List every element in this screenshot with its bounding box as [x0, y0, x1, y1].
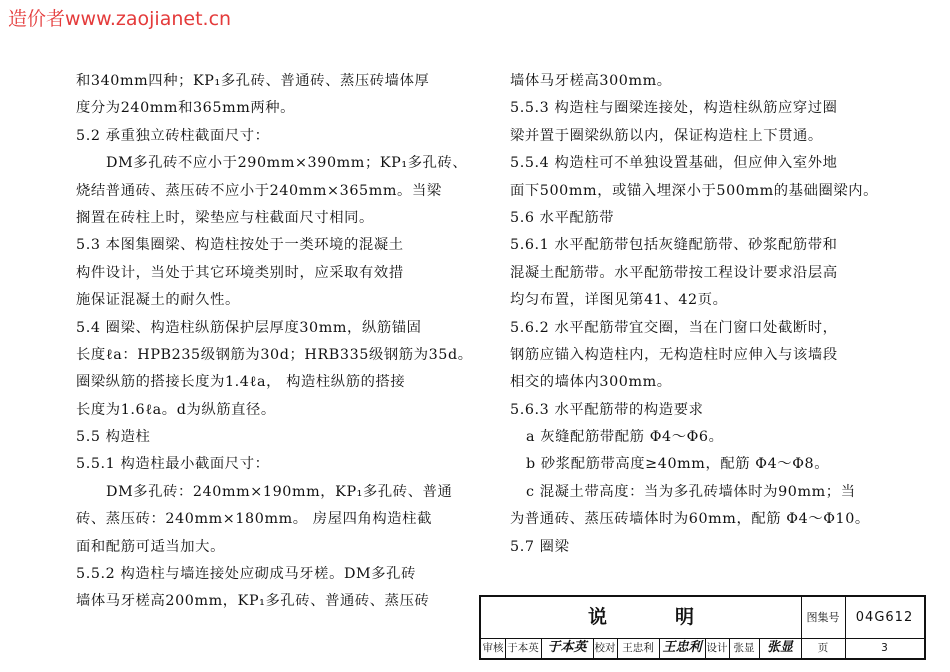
section-heading: 5.5 构造柱 — [76, 429, 151, 446]
list-item: c 混凝土带高度：当为多孔砖墙体时为90mm；当 — [526, 483, 856, 500]
list-item: a 灰缝配筋带配筋 Φ4～Φ6。 — [526, 429, 724, 446]
drawing-title: 说明 — [481, 597, 802, 638]
section-heading: 5.6 水平配筋带 — [510, 209, 615, 226]
title-block-top-row — [481, 597, 924, 639]
text-line: DM多孔砖不应小于290mm×390mm；KP₁多孔砖、 — [106, 155, 468, 172]
checker-name: 王忠利 — [617, 638, 660, 658]
section-heading: 5.5.3 构造柱与圈梁连接处，构造柱纵筋应穿过圈 — [510, 100, 838, 117]
text-line: 钢筋应锚入构造柱内，无构造柱时应伸入与该墙段 — [510, 346, 838, 363]
design-label: 设计 — [705, 638, 730, 658]
section-heading: 5.2 承重独立砖柱截面尺寸： — [76, 127, 270, 144]
review-label: 审核 — [481, 638, 506, 658]
section-heading: 5.5.4 构造柱可不单独设置基础，但应伸入室外地 — [510, 155, 838, 172]
page-number: 3 — [881, 642, 888, 654]
left-text-column — [76, 68, 476, 616]
text-line: 相交的墙体内300mm。 — [510, 374, 672, 391]
watermark-text: 造价者www.zaojianet.cn — [8, 8, 232, 30]
section-heading: 5.5.2 构造柱与墙连接处应砌成马牙槎。DM多孔砖 — [76, 566, 416, 583]
text-line: 圈梁纵筋的搭接长度为1.4ℓa， 构造柱纵筋的搭接 — [76, 374, 406, 391]
designer-signature: 张显 — [759, 638, 802, 658]
reviewer-name: 于本英 — [505, 638, 542, 658]
right-text-column — [510, 68, 890, 561]
text-line: 和340mm四种；KP₁多孔砖、普通砖、蒸压砖墙体厚 — [76, 73, 430, 89]
text-line: 构件设计，当处于其它环境类别时，应采取有效措 — [76, 264, 404, 281]
list-item: b 砂浆配筋带高度≥40mm，配筋 Φ4～Φ8。 — [526, 456, 830, 473]
section-heading: 5.5.1 构造柱最小截面尺寸： — [76, 456, 270, 473]
text-line: 长度ℓa：HPB235级钢筋为30d；HRB335级钢筋为35d。 — [76, 346, 473, 363]
section-heading: 5.6.3 水平配筋带的构造要求 — [510, 401, 704, 418]
text-line: 面和配筋可适当加大。 — [76, 538, 225, 555]
section-heading: 5.6.2 水平配筋带宜交圈，当在门窗口处截断时， — [510, 319, 838, 336]
section-heading: 5.6.1 水平配筋带包括灰缝配筋带、砂浆配筋带和 — [510, 237, 838, 254]
text-line: 施保证混凝土的耐久性。 — [76, 292, 240, 309]
title-block — [479, 595, 926, 660]
reviewer-signature: 于本英 — [541, 638, 594, 658]
text-line: DM多孔砖：240mm×190mm，KP₁多孔砖、普通 — [106, 483, 453, 500]
text-line: 面下500mm，或锚入埋深小于500mm的基础圈梁内。 — [510, 182, 879, 199]
page-label: 页 — [801, 638, 846, 658]
text-line: 墙体马牙槎高200mm，KP₁多孔砖、普通砖、蒸压砖 — [76, 593, 430, 610]
text-line: 墙体马牙槎高300mm。 — [510, 73, 672, 89]
text-line: 混凝土配筋带。水平配筋带按工程设计要求沿层高 — [510, 264, 838, 281]
checker-signature: 王忠利 — [659, 638, 706, 658]
text-line: 砖、蒸压砖：240mm×180mm。 房屋四角构造柱截 — [76, 511, 432, 528]
text-line: 长度为1.6ℓa。d为纵筋直径。 — [76, 401, 276, 418]
text-line: 搁置在砖柱上时，梁垫应与柱截面尺寸相同。 — [76, 209, 374, 226]
atlas-number: 04G612 — [855, 610, 914, 625]
section-heading: 5.3 本图集圈梁、构造柱按处于一类环境的混凝土 — [76, 237, 404, 254]
text-line: 为普通砖、蒸压砖墙体时为60mm，配筋 Φ4～Φ10。 — [510, 511, 870, 528]
section-heading: 5.7 圈梁 — [510, 538, 570, 555]
text-line: 度分为240mm和365mm两种。 — [76, 100, 296, 117]
text-line: 烧结普通砖、蒸压砖不应小于240mm×365mm。当梁 — [76, 182, 442, 199]
section-heading: 5.4 圈梁、构造柱纵筋保护层厚度30mm，纵筋锚固 — [76, 319, 422, 336]
text-line: 均匀布置，详图见第41、42页。 — [510, 292, 728, 309]
atlas-number-label: 图集号 — [801, 597, 846, 638]
designer-name: 张显 — [729, 638, 760, 658]
check-label: 校对 — [593, 638, 618, 658]
text-line: 梁并置于圈梁纵筋以内，保证构造柱上下贯通。 — [510, 127, 823, 144]
title-block-signature-row — [481, 638, 924, 658]
